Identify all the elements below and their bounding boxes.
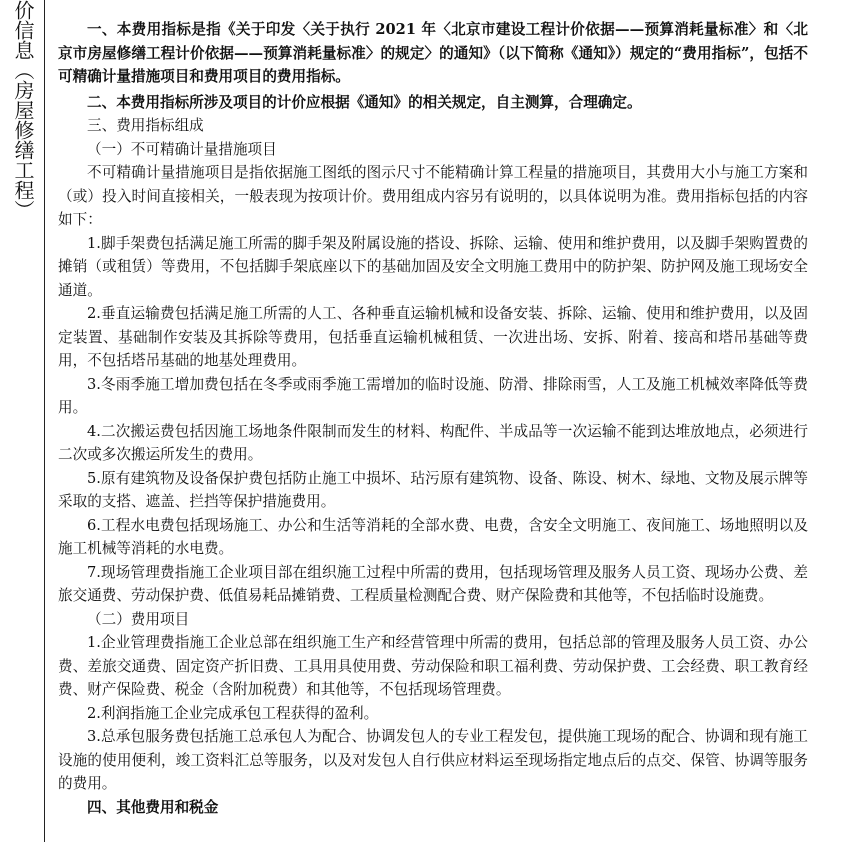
subsection-heading-2: （二）费用项目 <box>87 610 190 628</box>
paragraph-intro: 不可精确计量措施项目是指依据施工图纸的图示尺寸不能精确计算工程量的措施项目，其费用大小与施工方案和（或）投入时间直接相关，一般表现为按项计价。费用组成内容另有说明的，以具体说明为准。费用指标包括的内容如下： <box>58 164 808 228</box>
list-item-secondary-handling: 4.二次搬运费包括因施工场地条件限制而发生的材料、构配件、半成品等一次运输不能到达堆放地点，必须进行二次或多次搬运所发生的费用。 <box>58 422 808 463</box>
subsection-heading-1: （一）不可精确计量措施项目 <box>87 140 277 158</box>
list-item-profit: 2.利润指施工企业完成承包工程获得的盈利。 <box>87 704 379 722</box>
list-item-vertical-transport: 2.垂直运输费包括满足施工所需的人工、各种垂直运输机械和设备安装、拆除、运输、使用和维护费用，以及固定装置、基础制作安装及其拆除等费用，包括垂直运输机械租赁、一次进出场、安拆、附着、接高和塔吊基础等费用，不包括塔吊基础的地基处理费用。 <box>58 305 808 369</box>
side-vertical-title: 价信息（房屋修缮工程） <box>11 0 35 220</box>
list-item-enterprise-management: 1.企业管理费指施工企业总部在组织施工生产和经营管理中所需的费用，包括总部的管理及服务人员工资、办公费、差旅交通费、固定资产折旧费、工具用具使用费、劳动保险和职工福利费、劳动保护费、工会经费、职工教育经费、财产保险费、税金（含附加税费）和其他等，不包括现场管理费。 <box>58 634 808 698</box>
list-item-water-electricity: 6.工程水电费包括现场施工、办公和生活等消耗的全部水费、电费，含安全文明施工、夜间施工、场地照明以及施工机械等消耗的水电费。 <box>58 516 808 557</box>
list-item-building-protection: 5.原有建筑物及设备保护费包括防止施工中损坏、玷污原有建筑物、设备、陈设、树木、绿地、文物及展示牌等采取的支搭、遮盖、拦挡等保护措施费用。 <box>58 469 808 510</box>
list-item-winter-rain: 3.冬雨季施工增加费包括在冬季或雨季施工需增加的临时设施、防滑、排除雨雪，人工及施工机械效率降低等费用。 <box>58 375 808 416</box>
side-tab <box>0 0 45 842</box>
section-heading-4: 四、其他费用和税金 <box>87 798 219 816</box>
paragraph-2: 二、本费用指标所涉及项目的计价应根据《通知》的相关规定，自主测算，合理确定。 <box>87 93 642 111</box>
list-item-scaffolding: 1.脚手架费包括满足施工所需的脚手架及附属设施的搭设、拆除、运输、使用和维护费用，以及脚手架购置费的摊销（或租赁）等费用，不包括脚手架底座以下的基础加固及安全文明施工费用中的防护架、防护网及施工现场安全通道。 <box>58 234 808 299</box>
paragraph-1: 一、本费用指标是指《关于印发〈关于执行 2021 年〈北京市建设工程计价依据——预算消耗量标准〉和〈北京市房屋修缮工程计价依据——预算消耗量标准〉的规定〉的通知》（以下简称《通知》）规定的“费用指标”，包括不可精确计量措施项目和费用项目的费用指标。 <box>58 21 808 85</box>
list-item-general-contract-service: 3.总承包服务费包括施工总承包人为配合、协调发包人的专业工程发包，提供施工现场的配合、协调和现有施工设施的使用便利，竣工资料汇总等服务，以及对发包人自行供应材料运至现场指定地点后的点交、保管、协调等服务的费用。 <box>58 728 808 792</box>
document-body <box>58 18 808 819</box>
list-item-site-management: 7.现场管理费指施工企业项目部在组织施工过程中所需的费用，包括现场管理及服务人员工资、现场办公费、差旅交通费、劳动保护费、低值易耗品摊销费、工程质量检测配合费、财产保险费和其他等，不包括临时设施费。 <box>58 563 808 604</box>
section-heading-3: 三、费用指标组成 <box>87 117 204 134</box>
